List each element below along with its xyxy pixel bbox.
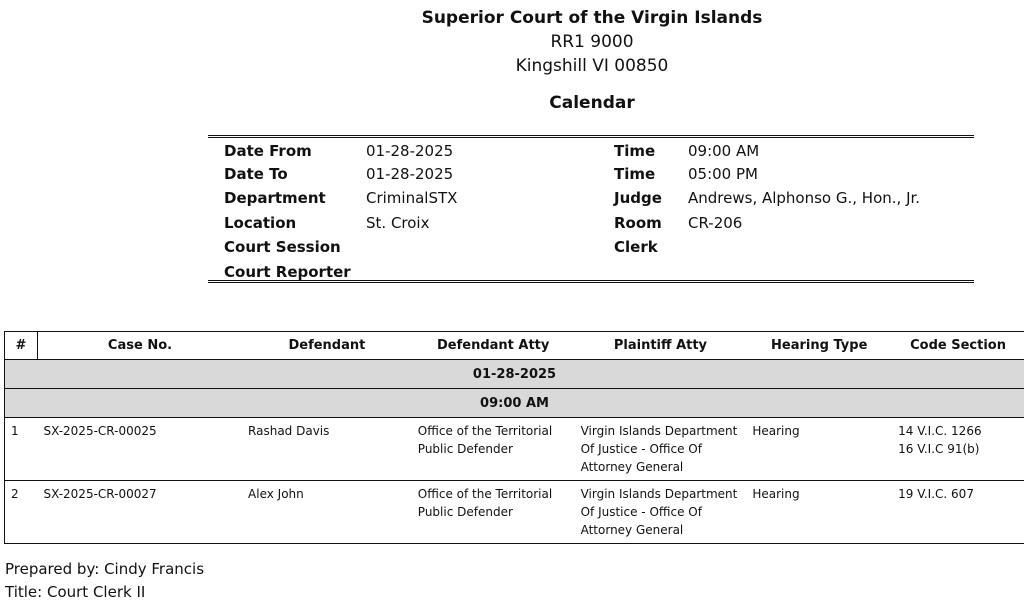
time-group-label: 09:00 AM — [5, 389, 1024, 418]
title-line — [5, 581, 204, 604]
time-to-label: Time — [614, 165, 656, 183]
table-row — [5, 418, 1024, 481]
title-label: Title: — [5, 583, 43, 601]
prepared-by-label: Prepared by: — [5, 560, 100, 578]
table-header-row — [5, 332, 1024, 360]
department-label: Department — [224, 189, 326, 207]
column-header-code-section: Code Section — [892, 332, 1024, 360]
column-header-case-no: Case No. — [37, 332, 242, 360]
defendant-attorney: Office of the Territorial Public Defender — [412, 481, 575, 544]
court-reporter-label: Court Reporter — [224, 263, 351, 281]
time-to-value: 05:00 PM — [688, 165, 758, 183]
code-section-line: 14 V.I.C. 1266 — [898, 424, 982, 438]
case-number: SX-2025-CR-00027 — [37, 481, 242, 544]
time-from-value: 09:00 AM — [688, 142, 760, 160]
column-header-plaintiff-atty: Plaintiff Atty — [575, 332, 747, 360]
clerk-label: Clerk — [614, 238, 658, 256]
plaintiff-attorney: Virgin Islands Department Of Justice - Office Of Attorney General — [575, 481, 747, 544]
code-section — [892, 418, 1024, 481]
document-title: Calendar — [549, 93, 635, 113]
time-group-row — [5, 389, 1024, 418]
title-value: Court Clerk II — [46, 583, 146, 601]
location-label: Location — [224, 214, 297, 232]
judge-label: Judge — [614, 189, 662, 207]
room-label: Room — [614, 214, 662, 232]
address-line-2: Kingshill VI 00850 — [515, 56, 669, 76]
code-section-line: 16 V.I.C 91(b) — [898, 442, 980, 456]
judge-value: Andrews, Alphonso G., Hon., Jr. — [688, 189, 921, 207]
code-section — [892, 481, 1024, 544]
plaintiff-attorney: Virgin Islands Department Of Justice - Office Of Attorney General — [575, 418, 747, 481]
location-value: St. Croix — [366, 214, 430, 232]
prepared-by-line — [5, 558, 204, 581]
date-to-value: 01-28-2025 — [366, 165, 454, 183]
date-group-row — [5, 360, 1024, 389]
date-group-label: 01-28-2025 — [5, 360, 1024, 389]
report-header — [0, 6, 1024, 114]
column-header-defendant: Defendant — [242, 332, 412, 360]
time-from-label: Time — [614, 142, 656, 160]
column-header-hearing-type: Hearing Type — [746, 332, 892, 360]
code-section-line: 19 V.I.C. 607 — [898, 487, 974, 501]
prepared-by-name: Cindy Francis — [104, 560, 205, 578]
hearing-type: Hearing — [746, 481, 892, 544]
report-footer — [5, 558, 204, 604]
room-value: CR-206 — [688, 214, 743, 232]
case-number: SX-2025-CR-00025 — [37, 418, 242, 481]
column-header-number: # — [5, 332, 38, 360]
date-to-label: Date To — [224, 165, 288, 183]
court-name: Superior Court of the Virgin Islands — [421, 8, 763, 28]
hearing-type: Hearing — [746, 418, 892, 481]
department-value: CriminalSTX — [366, 189, 458, 207]
table-row — [5, 481, 1024, 544]
calendar-info-box — [208, 135, 974, 283]
row-number: 1 — [5, 418, 38, 481]
court-session-label: Court Session — [224, 238, 341, 256]
date-from-value: 01-28-2025 — [366, 142, 454, 160]
row-number: 2 — [5, 481, 38, 544]
defendant-name: Alex John — [242, 481, 412, 544]
defendant-attorney: Office of the Territorial Public Defender — [412, 418, 575, 481]
calendar-table — [4, 331, 1024, 544]
address-line-1: RR1 9000 — [550, 32, 634, 52]
column-header-defendant-atty: Defendant Atty — [412, 332, 575, 360]
defendant-name: Rashad Davis — [242, 418, 412, 481]
date-from-label: Date From — [224, 142, 312, 160]
